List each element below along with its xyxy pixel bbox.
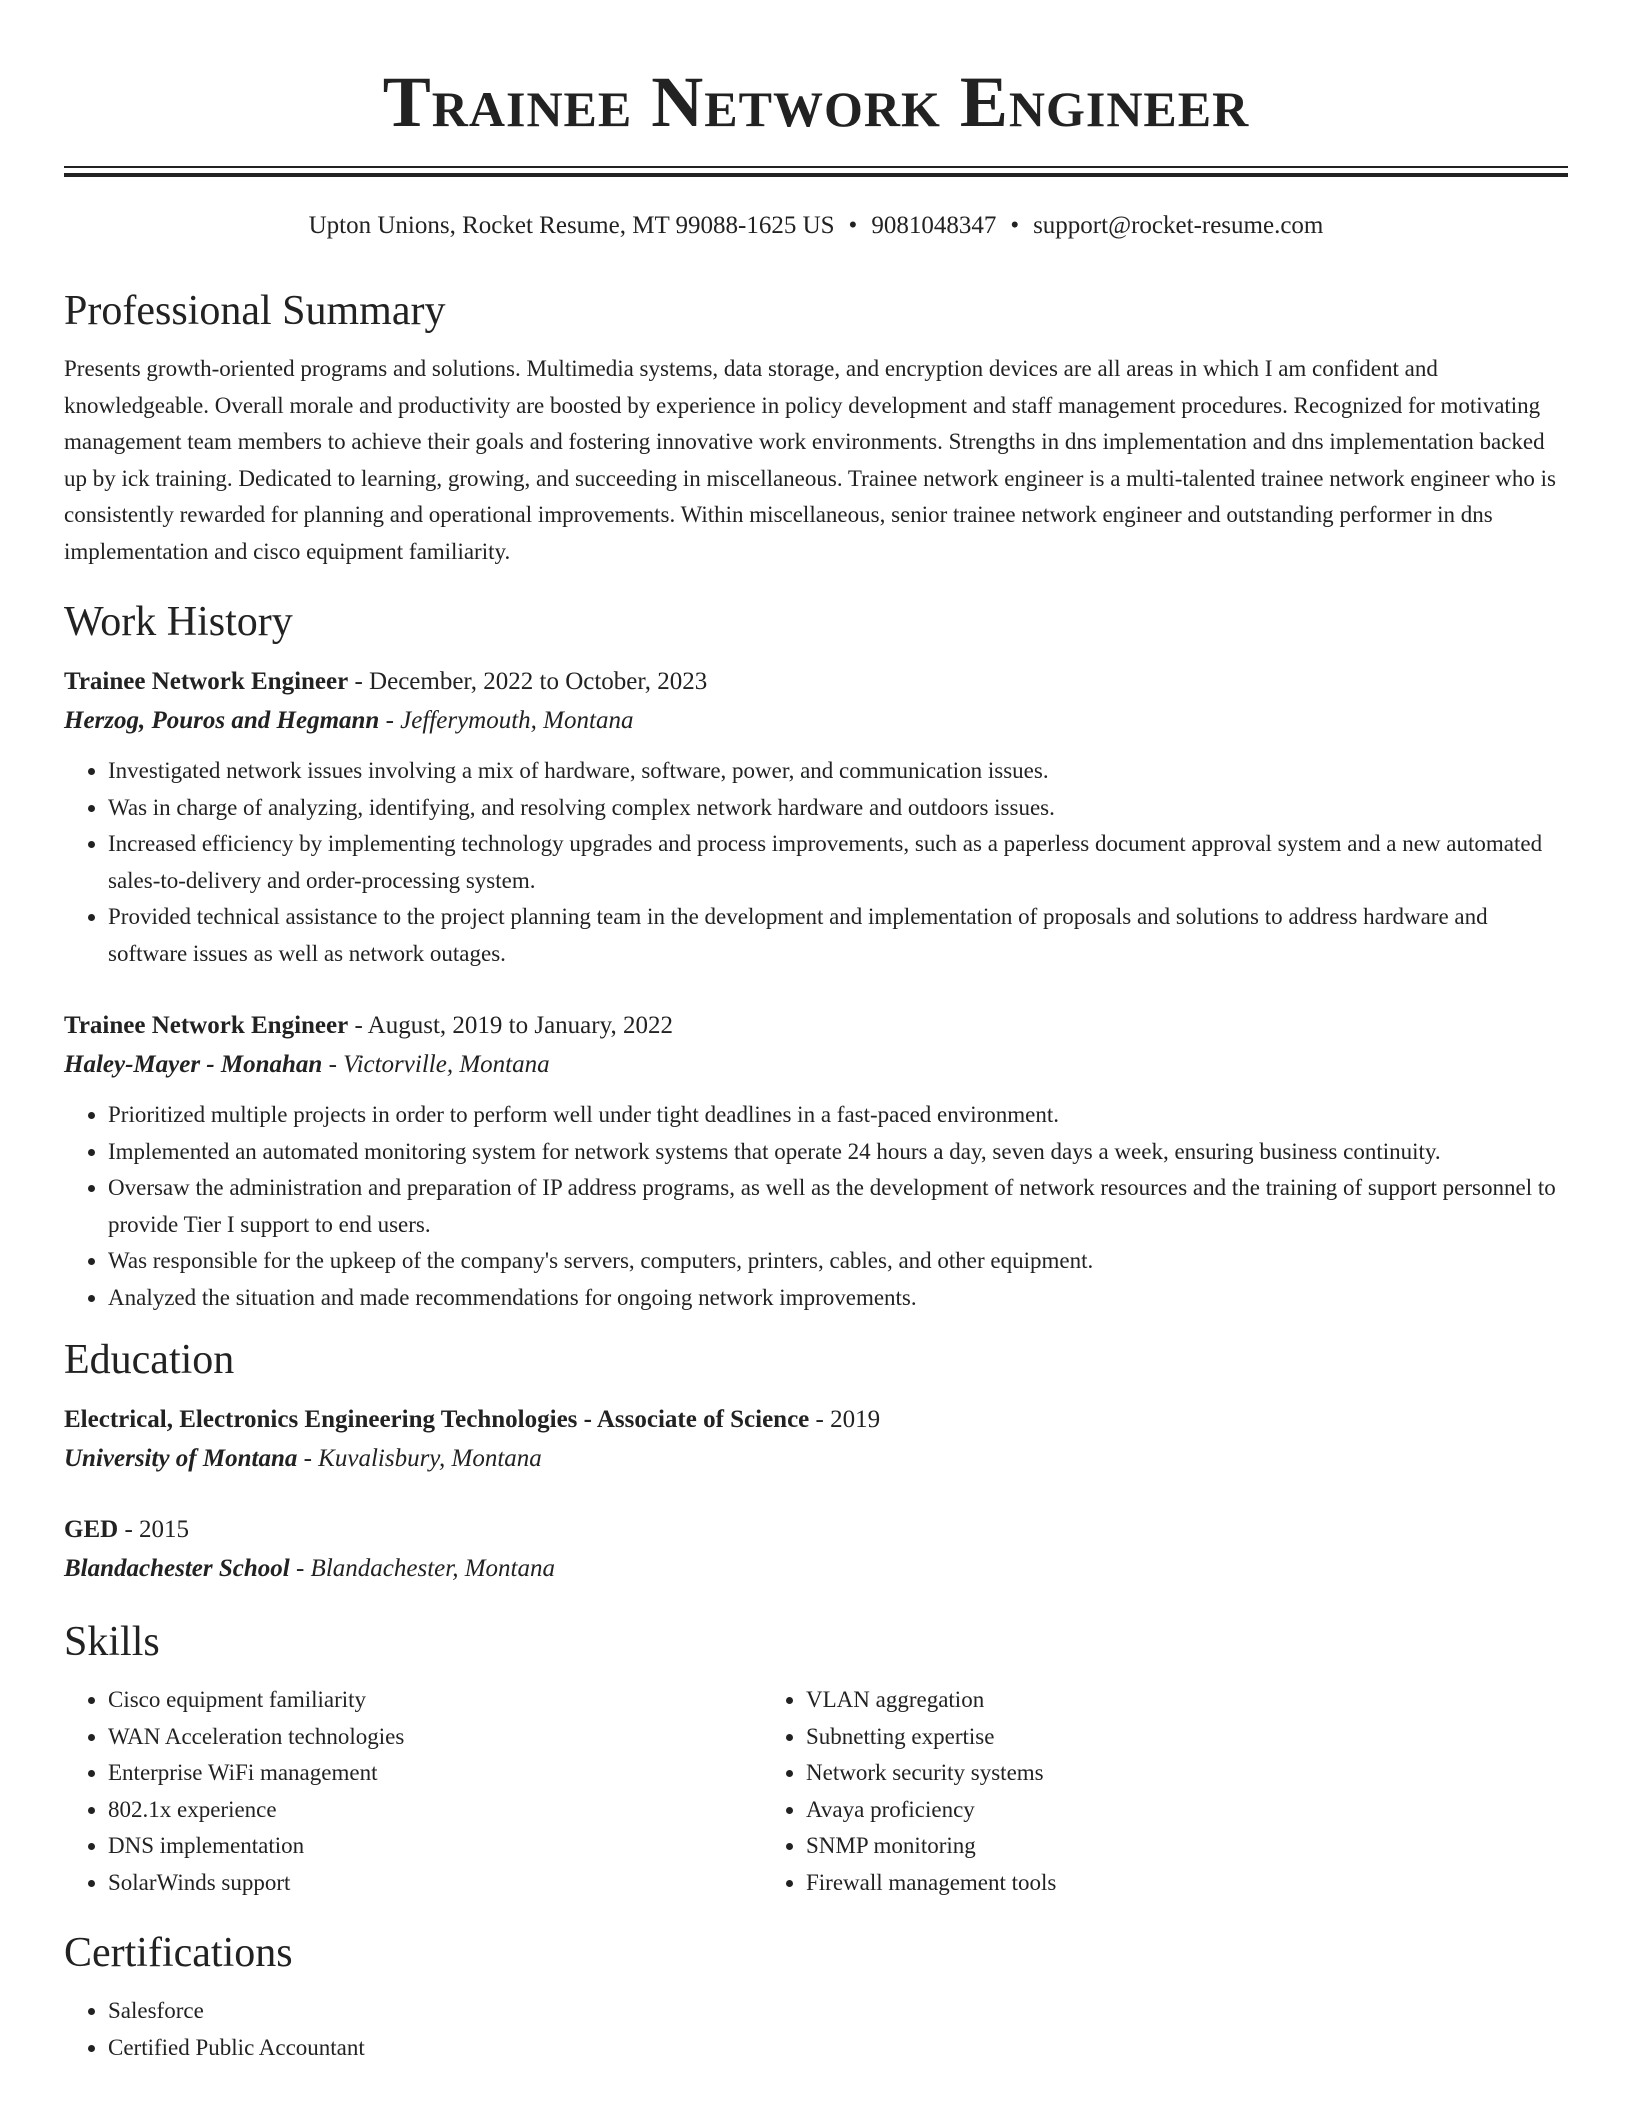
- education-school-line: [64, 1439, 1568, 1478]
- contact-separator: •: [1010, 212, 1020, 239]
- contact-address: Upton Unions, Rocket Resume, MT 99088-1625 US: [308, 212, 835, 239]
- list-item: • Analyzed the situation and made recommendations for ongoing network improvements.: [108, 1280, 1568, 1317]
- list-item: • SolarWinds support: [108, 1865, 762, 1902]
- education-degree: GED: [64, 1516, 119, 1543]
- list-item: • Oversaw the administration and preparation of IP address programs, as well as the development of network resources and the training of support personnel to provide Tier I support to end users.: [108, 1170, 1568, 1243]
- list-item: • Firewall management tools: [806, 1865, 1562, 1902]
- skills-grid: [64, 1682, 1568, 1901]
- list-item: • Salesforce: [108, 1993, 1568, 2030]
- header-rule-thick: [64, 173, 1568, 177]
- certifications-list: [64, 1993, 1568, 2066]
- list-item: • Prioritized multiple projects in order to perform well under tight deadlines in a fast-paced environment.: [108, 1097, 1568, 1134]
- certifications-heading: Certifications: [64, 1930, 293, 1976]
- job-title-line: [64, 662, 1568, 701]
- list-item: • Was in charge of analyzing, identifying, and resolving complex network hardware and outdoors issues.: [108, 790, 1568, 827]
- summary-paragraph: Presents growth-oriented programs and solutions. Multimedia systems, data storage, and encryption devices are all areas in which I am confident and knowledgeable. Overall morale and productivity are boosted by experience in policy development and staff management procedures. Recognized for motivating management team members to achieve their goals and fostering innovative work environments. Strengths in dns implementation and dns implementation backed up by ick training. Dedicated to learning, growing, and succeeding in miscellaneous. Trainee network engineer is a multi-talented trainee network engineer who is consistently rewarded for planning and operational improvements. Within miscellaneous, senior trainee network engineer and outstanding performer in dns implementation and cisco equipment familiarity.: [64, 356, 1557, 564]
- skills-list-left: [64, 1682, 762, 1901]
- education-heading: Education: [64, 1337, 235, 1383]
- education-degree-line: [64, 1510, 1568, 1549]
- job-location: - Jefferymouth, Montana: [379, 707, 634, 734]
- contact-email: support@rocket-resume.com: [1033, 212, 1324, 239]
- skills-heading: Skills: [64, 1619, 160, 1665]
- list-item: • Increased efficiency by implementing technology upgrades and process improvements, such as a paperless document approval system and a new automated sales-to-delivery and order-processing system.: [108, 826, 1568, 899]
- education-school: University of Montana: [64, 1445, 298, 1472]
- list-item: • SNMP monitoring: [806, 1828, 1562, 1865]
- list-item: • Network security systems: [806, 1755, 1562, 1792]
- list-item: • Avaya proficiency: [806, 1792, 1562, 1829]
- job-entry: [64, 1006, 1568, 1316]
- list-item: • Investigated network issues involving a mix of hardware, software, power, and communication issues.: [108, 753, 1568, 790]
- job-duties-list: [64, 753, 1568, 972]
- education-entry: [64, 1400, 1568, 1478]
- education-school: Blandachester School: [64, 1555, 290, 1582]
- education-degree-line: [64, 1400, 1568, 1439]
- list-item: • Certified Public Accountant: [108, 2030, 1568, 2067]
- job-location: - Victorville, Montana: [322, 1051, 550, 1078]
- job-employer-line: [64, 701, 1568, 740]
- list-item: • VLAN aggregation: [806, 1682, 1562, 1719]
- skills-list-right: [762, 1682, 1562, 1901]
- education-school-line: [64, 1549, 1568, 1588]
- job-dates: - December, 2022 to October, 2023: [348, 668, 708, 695]
- list-item: • Subnetting expertise: [806, 1719, 1562, 1756]
- list-item: • Cisco equipment familiarity: [108, 1682, 762, 1719]
- education-location: - Kuvalisbury, Montana: [297, 1445, 542, 1472]
- list-item: • WAN Acceleration technologies: [108, 1719, 762, 1756]
- job-title-line: [64, 1006, 1568, 1045]
- education-entry: [64, 1510, 1568, 1588]
- work-history-heading: Work History: [64, 599, 293, 645]
- contact-separator: •: [848, 212, 858, 239]
- education-year: - 2015: [118, 1516, 190, 1543]
- job-entry: [64, 662, 1568, 972]
- header-rule-thin: [64, 166, 1568, 168]
- list-item: • Enterprise WiFi management: [108, 1755, 762, 1792]
- list-item: • 802.1x experience: [108, 1792, 762, 1829]
- list-item: • Was responsible for the upkeep of the company's servers, computers, printers, cables, and other equipment.: [108, 1243, 1568, 1280]
- summary-heading: Professional Summary: [64, 288, 446, 334]
- job-role: Trainee Network Engineer: [64, 668, 349, 695]
- job-employer: Herzog, Pouros and Hegmann: [64, 707, 380, 734]
- job-role: Trainee Network Engineer: [64, 1012, 349, 1039]
- list-item: • DNS implementation: [108, 1828, 762, 1865]
- list-item: • Provided technical assistance to the project planning team in the development and implementation of proposals and solutions to address hardware and software issues as well as network outages.: [108, 899, 1568, 972]
- contact-phone: 9081048347: [871, 212, 997, 239]
- education-year: - 2019: [809, 1406, 881, 1433]
- job-employer: Haley-Mayer - Monahan: [64, 1051, 323, 1078]
- contact-line: [64, 209, 1568, 243]
- list-item: • Implemented an automated monitoring system for network systems that operate 24 hours a day, seven days a week, ensuring business continuity.: [108, 1134, 1568, 1171]
- education-degree: Electrical, Electronics Engineering Technologies - Associate of Science: [64, 1406, 810, 1433]
- job-dates: - August, 2019 to January, 2022: [348, 1012, 673, 1039]
- job-employer-line: [64, 1045, 1568, 1084]
- education-location: - Blandachester, Montana: [289, 1555, 555, 1582]
- resume-name: Trainee Network Engineer: [382, 62, 1250, 142]
- job-duties-list: [64, 1097, 1568, 1316]
